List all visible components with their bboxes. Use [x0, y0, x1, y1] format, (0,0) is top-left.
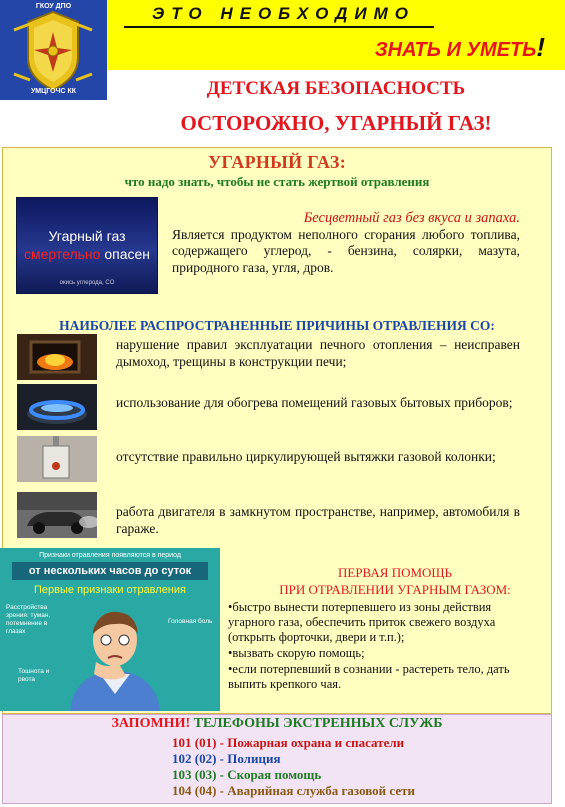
gas-description [172, 210, 520, 276]
emblem-top-text: ГКОУ ДПО [35, 3, 72, 10]
causes-title: НАИБОЛЕЕ РАСПРОСТРАНЕННЫЕ ПРИЧИНЫ ОТРАВЛЕНИЯ СО: [59, 318, 495, 333]
stove-fire-image [17, 334, 97, 380]
emblem-bottom-text: УМЦГОЧС КК [30, 88, 77, 95]
page-subtitle: ОСТОРОЖНО, УГАРНЫЙ ГАЗ! [180, 111, 492, 135]
first-aid-item: •если потерпевший в сознании - растереть тело, дать выпить крепкого чая. [228, 662, 510, 691]
header-line2 [375, 32, 545, 63]
cause-item: использование для обогрева помещений газовых бытовых приборов; [116, 395, 513, 410]
first-aid-subtitle: ПРИ ОТРАВЛЕНИИ УГАРНЫМ ГАЗОМ: [279, 582, 511, 597]
car-garage-image [17, 492, 97, 538]
first-aid-item: •вызвать скорую помощь; [228, 646, 365, 660]
signs-band: от нескольких часов до суток [12, 562, 208, 580]
cause-item: нарушение правил эксплуатации печного отопления – неисправен дымоход, трещины в конструкции печи; [116, 337, 520, 369]
signs-vision: Расстройства зрения: туман, потемнение в глазах [6, 604, 51, 635]
first-aid-title: ПЕРВАЯ ПОМОЩЬ [337, 565, 453, 580]
signs-heading: Первые признаки отравления [34, 584, 186, 596]
sick-man-illustration [60, 604, 170, 711]
gas-section-subtitle: что надо знать, чтобы не стать жертвой отравления [124, 174, 430, 189]
signs-top-text: Признаки отравления появляются в период [39, 552, 181, 559]
phone-gas-service: 104 (04) - Аварийная служба газовой сети [172, 783, 416, 798]
gas-boiler-image [17, 436, 97, 482]
cause-item: работа двигателя в замкнутом пространстве, например, автомобиля в гараже. [116, 504, 520, 536]
emblem-logo [0, 0, 107, 100]
signs-headache: Головная боль [168, 618, 213, 625]
header-line2-bang: ! [536, 32, 545, 62]
header-line1: ЭТО НЕОБХОДИМО [152, 4, 415, 23]
page-title: ДЕТСКАЯ БЕЗОПАСНОСТЬ [206, 78, 466, 99]
co-image-line2: смертельно опасен [23, 246, 150, 262]
phone-ambulance: 103 (03) - Скорая помощь [172, 767, 322, 782]
gas-burner-image [17, 384, 97, 430]
cause-item: отсутствие правильно циркулирующей вытяжки газовой колонки; [116, 449, 496, 464]
co-image-line1: Угарный газ [48, 228, 126, 244]
phone-police: 102 (02) - Полиция [172, 751, 281, 766]
phone-fire: 101 (01) - Пожарная охрана и спасатели [172, 735, 405, 750]
first-aid-item: •быстро вынести потерпевшего из зоны действия угарного газа, обеспечить приток свежего воздуха (открыть форточки, двери и т.п.); [228, 600, 496, 644]
first-aid-list [228, 600, 533, 693]
emergency-phones-title: ЗАПОМНИ! ТЕЛЕФОНЫ ЭКСТРЕННЫХ СЛУЖБ [111, 716, 443, 731]
poisoning-signs-image [0, 548, 220, 711]
header-line2-text: ЗНАТЬ И УМЕТЬ [374, 39, 537, 61]
gas-lead: Бесцветный газ без вкуса и запаха. [303, 210, 520, 226]
header-divider [124, 26, 434, 28]
gas-section-title: УГАРНЫЙ ГАЗ: [207, 152, 346, 172]
co-danger-image [16, 197, 158, 294]
co-image-caption: окись углерода, CO [59, 280, 115, 286]
signs-nausea: Тошнота и рвота [18, 668, 50, 683]
gas-text: Является продуктом неполного сгорания любого топлива, содержащего углерод, - бензина, солярки, мазута, природного газа, угля, дров. [172, 226, 520, 275]
